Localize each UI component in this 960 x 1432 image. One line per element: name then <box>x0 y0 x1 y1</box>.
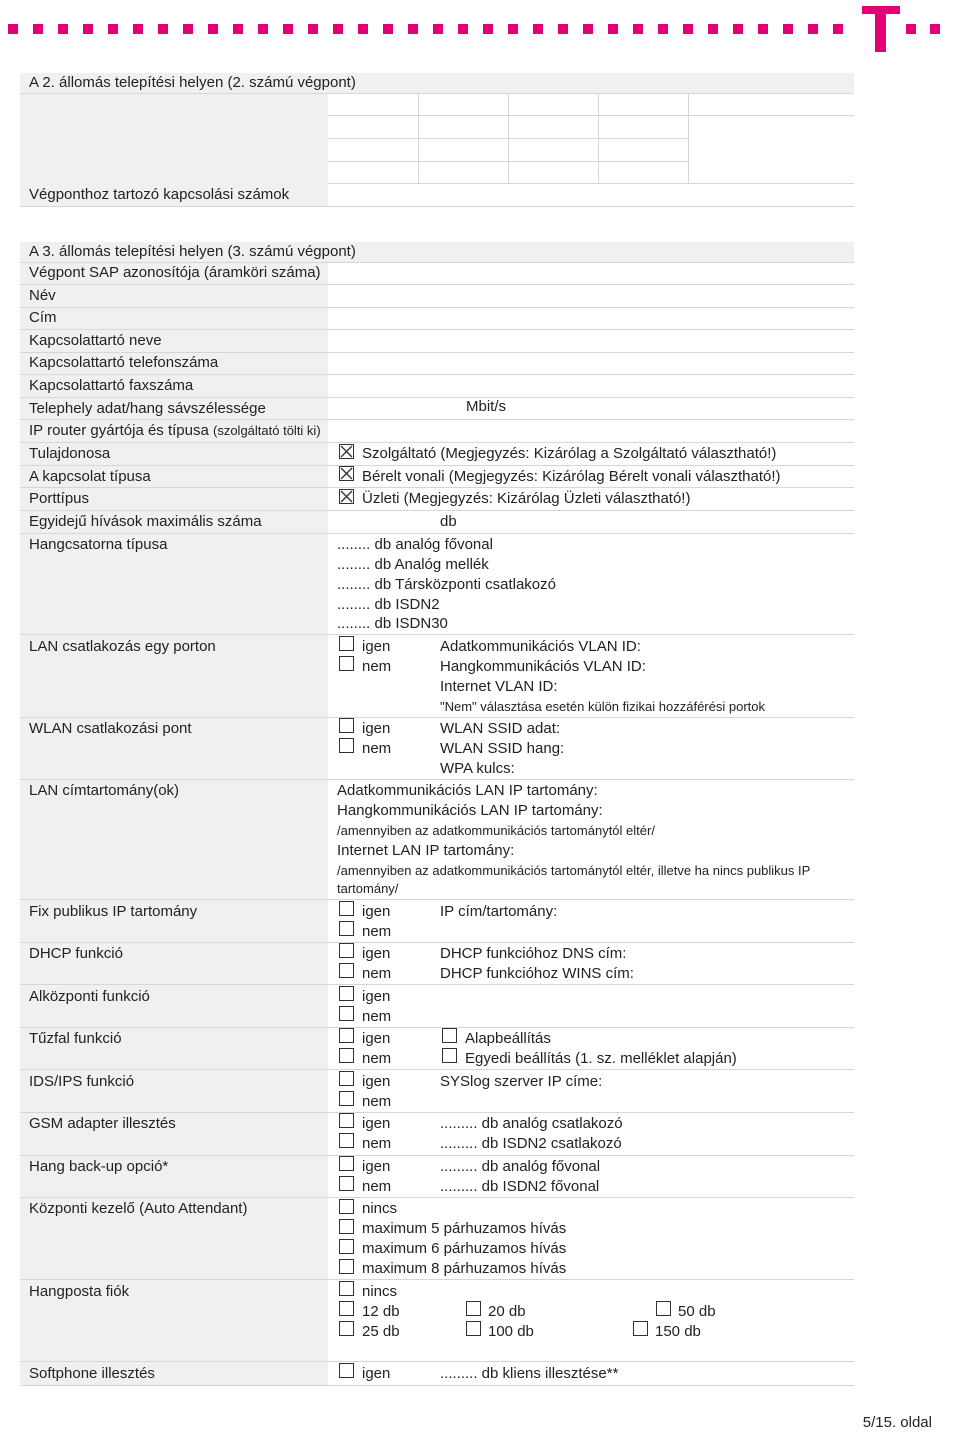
fw-label: Tűzfal funkció <box>29 1030 122 1047</box>
no-label: nem <box>362 658 392 675</box>
gsm-no-checkbox[interactable] <box>339 1133 354 1148</box>
brand-dot <box>408 24 418 34</box>
brand-dot <box>108 24 118 34</box>
vm-25: 25 db <box>362 1323 400 1340</box>
brand-dot <box>333 24 343 34</box>
vm-20: 20 db <box>488 1303 526 1320</box>
wlan-ssid-voice: WLAN SSID hang: <box>440 740 565 757</box>
brand-dot <box>83 24 93 34</box>
owner-checkbox[interactable] <box>339 444 354 459</box>
sap-label: Végpont SAP azonosítója (áramköri száma) <box>29 264 321 281</box>
voice-channel-item: ........ db ISDN2 <box>337 596 440 613</box>
brand-dot <box>508 24 518 34</box>
brand-dot <box>58 24 68 34</box>
ids-label: IDS/IPS funkció <box>29 1073 135 1090</box>
fixip-label: Fix publikus IP tartomány <box>29 903 198 920</box>
backup-no-checkbox[interactable] <box>339 1176 354 1191</box>
fw-no-checkbox[interactable] <box>339 1048 354 1063</box>
wlan-no-checkbox[interactable] <box>339 738 354 753</box>
aa-option: maximum 6 párhuzamos hívás <box>362 1240 567 1257</box>
vm-150-checkbox[interactable] <box>633 1321 648 1336</box>
address-label: Cím <box>29 309 57 326</box>
lan-data-range: Adatkommunikációs LAN IP tartomány: <box>337 782 598 799</box>
brand-dot <box>358 24 368 34</box>
no-label: nem <box>362 1050 392 1067</box>
vm-100-checkbox[interactable] <box>466 1321 481 1336</box>
backup-label: Hang back-up opció* <box>29 1158 169 1175</box>
dhcp-dns: DHCP funkcióhoz DNS cím: <box>440 945 627 962</box>
aa-option-checkbox[interactable] <box>339 1259 354 1274</box>
aa-option: maximum 5 párhuzamos hívás <box>362 1220 567 1237</box>
brand-dot <box>158 24 168 34</box>
wlan-ssid-data: WLAN SSID adat: <box>440 720 561 737</box>
brand-dot <box>383 24 393 34</box>
gsm-label: GSM adapter illesztés <box>29 1115 176 1132</box>
station2-header: A 2. állomás telepítési helyen (2. számú végpont) <box>29 74 356 91</box>
pbx-label: Alközponti funkció <box>29 988 150 1005</box>
voice-channel-label: Hangcsatorna típusa <box>29 536 168 553</box>
contact-phone-label: Kapcsolattartó telefonszáma <box>29 354 219 371</box>
vm-50-checkbox[interactable] <box>656 1301 671 1316</box>
station3-header: A 3. állomás telepítési helyen (3. számú végpont) <box>29 243 356 260</box>
lan-range-label: LAN címtartomány(ok) <box>29 782 180 799</box>
ids-syslog: SYSlog szerver IP címe: <box>440 1073 603 1090</box>
vm-100: 100 db <box>488 1323 534 1340</box>
brand-dot <box>208 24 218 34</box>
aa-option: nincs <box>362 1200 398 1217</box>
yes-label: igen <box>362 945 391 962</box>
brand-dot <box>906 24 916 34</box>
fw-default-checkbox[interactable] <box>442 1028 457 1043</box>
ids-yes-checkbox[interactable] <box>339 1071 354 1086</box>
page-number: 5/15. oldal <box>862 1414 932 1431</box>
owner-value: Szolgáltató (Megjegyzés: Kizárólag a Szolgáltató választható!) <box>362 445 777 462</box>
yes-label: igen <box>362 1158 391 1175</box>
router-note: (szolgáltató tölti ki) <box>213 423 321 438</box>
aa-option-checkbox[interactable] <box>339 1219 354 1234</box>
no-label: nem <box>362 740 392 757</box>
voice-channel-item: ........ db ISDN30 <box>337 615 448 632</box>
backup-analog: ......... db analóg fővonal <box>440 1158 601 1175</box>
no-label: nem <box>362 923 392 940</box>
brand-dot <box>308 24 318 34</box>
vm-12-checkbox[interactable] <box>339 1301 354 1316</box>
no-label: nem <box>362 1178 392 1195</box>
brand-dot <box>458 24 468 34</box>
voice-channel-item: ........ db Analóg mellék <box>337 556 489 573</box>
aa-option: maximum 8 párhuzamos hívás <box>362 1260 567 1277</box>
owner-label: Tulajdonosa <box>29 445 111 462</box>
wlan-label: WLAN csatlakozási pont <box>29 720 192 737</box>
no-label: nem <box>362 1008 392 1025</box>
brand-dot <box>258 24 268 34</box>
fixip-yes-checkbox[interactable] <box>339 901 354 916</box>
wpa-key: WPA kulcs: <box>440 760 515 777</box>
brand-dot <box>558 24 568 34</box>
lan-label: LAN csatlakozás egy porton <box>29 638 216 655</box>
dhcp-wins: DHCP funkcióhoz WINS cím: <box>440 965 634 982</box>
yes-label: igen <box>362 988 391 1005</box>
softphone-yes-checkbox[interactable] <box>339 1363 354 1378</box>
dhcp-yes-checkbox[interactable] <box>339 943 354 958</box>
vm-50: 50 db <box>678 1303 716 1320</box>
fixip-value: IP cím/tartomány: <box>440 903 558 920</box>
lan-data-vlan: Adatkommunikációs VLAN ID: <box>440 638 641 655</box>
internet-range-note: /amennyiben az adatkommunikációs tartománytól eltér, illetve ha nincs publikus IP <box>337 863 811 878</box>
vm-none-checkbox[interactable] <box>339 1281 354 1296</box>
vm-none: nincs <box>362 1283 398 1300</box>
brand-dot <box>733 24 743 34</box>
no-label: nem <box>362 1135 392 1152</box>
ids-no-checkbox[interactable] <box>339 1091 354 1106</box>
brand-dot <box>633 24 643 34</box>
name-label: Név <box>29 287 56 304</box>
softphone-label: Softphone illesztés <box>29 1365 155 1382</box>
wlan-yes-checkbox[interactable] <box>339 718 354 733</box>
fw-custom: Egyedi beállítás (1. sz. melléklet alapján) <box>465 1050 737 1067</box>
pbx-no-checkbox[interactable] <box>339 1006 354 1021</box>
max-calls-unit: db <box>440 513 457 530</box>
brand-dot <box>183 24 193 34</box>
router-label: IP router gyártója és típusa (szolgáltató tölti ki) <box>29 422 321 439</box>
brand-dot <box>533 24 543 34</box>
brand-dot <box>433 24 443 34</box>
brand-dot <box>283 24 293 34</box>
aa-option-checkbox[interactable] <box>339 1239 354 1254</box>
softphone-clients: ......... db kliens illesztése** <box>440 1365 619 1382</box>
yes-label: igen <box>362 638 391 655</box>
port-type-value: Üzleti (Megjegyzés: Kizárólag Üzleti választható!) <box>362 490 691 507</box>
gsm-isdn: ......... db ISDN2 csatlakozó <box>440 1135 622 1152</box>
lan-voice-range-note: /amennyiben az adatkommunikációs tartománytól eltér/ <box>337 823 655 838</box>
lan-note: "Nem" választása esetén külön fizikai hozzáférési portok <box>440 699 765 714</box>
yes-label: igen <box>362 903 391 920</box>
brand-dot <box>808 24 818 34</box>
brand-dot <box>8 24 18 34</box>
backup-isdn: ......... db ISDN2 fővonal <box>440 1178 600 1195</box>
bandwidth-label: Telephely adat/hang sávszélessége <box>29 400 266 417</box>
conn-type-label: A kapcsolat típusa <box>29 468 151 485</box>
dhcp-label: DHCP funkció <box>29 945 123 962</box>
gsm-analog: ......... db analóg csatlakozó <box>440 1115 623 1132</box>
port-type-checkbox[interactable] <box>339 489 354 504</box>
internet-range: Internet LAN IP tartomány: <box>337 842 515 859</box>
brand-dot <box>608 24 618 34</box>
port-type-label: Porttípus <box>29 490 90 507</box>
conn-type-value: Bérelt vonali (Megjegyzés: Kizárólag Bérelt vonali választható!) <box>362 468 781 485</box>
brand-dot <box>708 24 718 34</box>
aa-option-checkbox[interactable] <box>339 1199 354 1214</box>
yes-label: igen <box>362 1030 391 1047</box>
brand-dot <box>233 24 243 34</box>
max-calls-label: Egyidejű hívások maximális száma <box>29 513 262 530</box>
brand-dot <box>33 24 43 34</box>
no-label: nem <box>362 965 392 982</box>
brand-dot <box>683 24 693 34</box>
vm-20-checkbox[interactable] <box>466 1301 481 1316</box>
backup-yes-checkbox[interactable] <box>339 1156 354 1171</box>
brand-dot <box>833 24 843 34</box>
telekom-logo <box>862 2 902 54</box>
voice-channel-item: ........ db Társközponti csatlakozó <box>337 576 556 593</box>
vm-12: 12 db <box>362 1303 400 1320</box>
no-label: nem <box>362 1093 392 1110</box>
fw-yes-checkbox[interactable] <box>339 1028 354 1043</box>
conn-type-checkbox[interactable] <box>339 466 354 481</box>
brand-dot <box>758 24 768 34</box>
end-numbers-label: Végponthoz tartozó kapcsolási számok <box>29 186 290 203</box>
bandwidth-unit: Mbit/s <box>466 398 507 415</box>
gsm-yes-checkbox[interactable] <box>339 1113 354 1128</box>
pbx-yes-checkbox[interactable] <box>339 986 354 1001</box>
vm-25-checkbox[interactable] <box>339 1321 354 1336</box>
internet-range-note: tartomány/ <box>337 881 399 896</box>
brand-dot <box>930 24 940 34</box>
aa-label: Központi kezelő (Auto Attendant) <box>29 1200 248 1217</box>
lan-no-checkbox[interactable] <box>339 656 354 671</box>
vm-label: Hangposta fiók <box>29 1283 130 1300</box>
lan-voice-range: Hangkommunikációs LAN IP tartomány: <box>337 802 603 819</box>
brand-dot <box>658 24 668 34</box>
brand-dot <box>783 24 793 34</box>
voice-channel-item: ........ db analóg fővonal <box>337 536 493 553</box>
brand-dot <box>483 24 493 34</box>
brand-dot <box>583 24 593 34</box>
dhcp-no-checkbox[interactable] <box>339 963 354 978</box>
yes-label: igen <box>362 1073 391 1090</box>
yes-label: igen <box>362 720 391 737</box>
lan-yes-checkbox[interactable] <box>339 636 354 651</box>
yes-label: igen <box>362 1365 391 1382</box>
contact-fax-label: Kapcsolattartó faxszáma <box>29 377 194 394</box>
yes-label: igen <box>362 1115 391 1132</box>
vm-150: 150 db <box>655 1323 701 1340</box>
brand-dot <box>133 24 143 34</box>
fw-default: Alapbeállítás <box>465 1030 551 1047</box>
fixip-no-checkbox[interactable] <box>339 921 354 936</box>
fw-custom-checkbox[interactable] <box>442 1048 457 1063</box>
lan-voice-vlan: Hangkommunikációs VLAN ID: <box>440 658 646 675</box>
contact-name-label: Kapcsolattartó neve <box>29 332 162 349</box>
lan-internet-vlan: Internet VLAN ID: <box>440 678 558 695</box>
